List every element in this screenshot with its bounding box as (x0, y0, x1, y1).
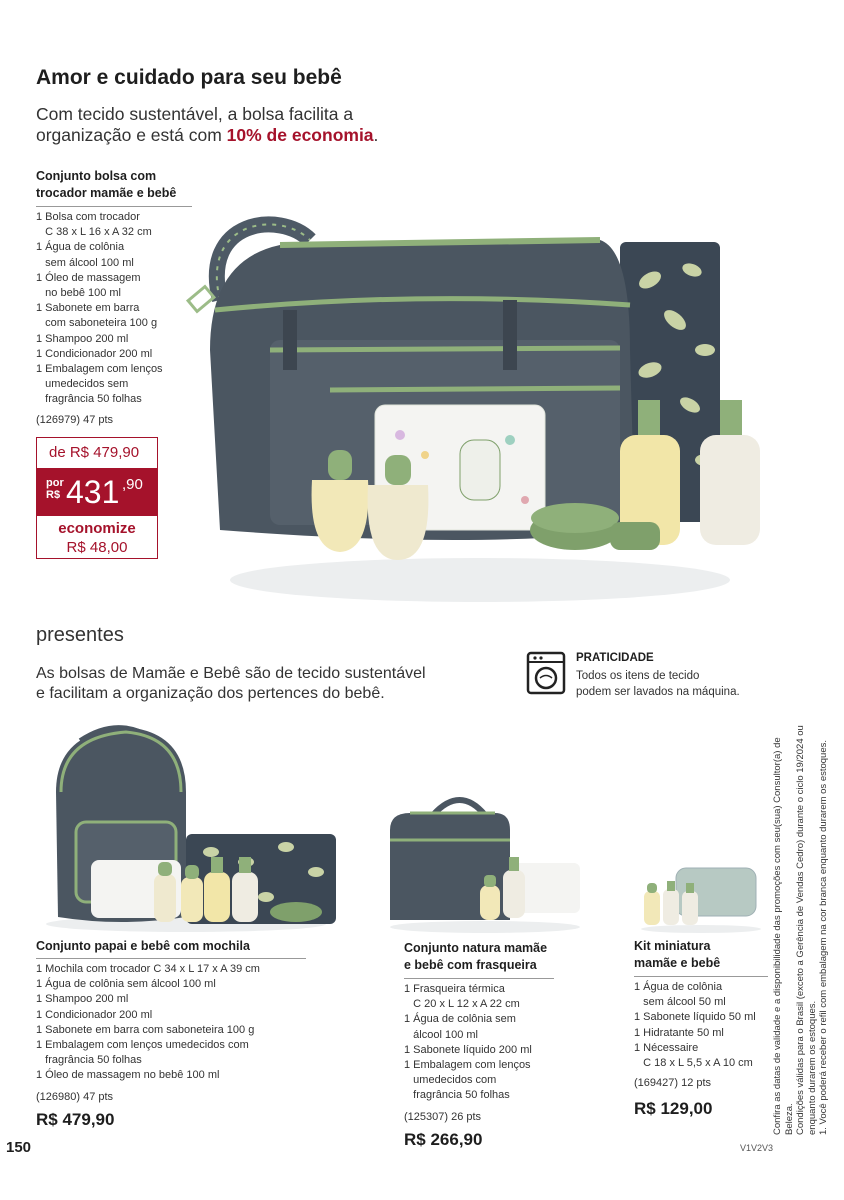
product-2-title-line-2: e bebê com frasqueira (404, 958, 537, 972)
backpack-set-image (36, 712, 346, 934)
item-line: umedecidos com (404, 1074, 497, 1087)
version-code: V1V2V3 (740, 1143, 774, 1153)
item-line: fragrância 50 folhas (404, 1089, 510, 1102)
item-line: 1 Óleo de massagem (36, 271, 141, 284)
product-2-title-line-1: Conjunto natura mamãe (404, 941, 548, 955)
product-2-title (404, 940, 547, 974)
item-line: fragrância 50 folhas (36, 393, 142, 406)
product-2-price: R$ 266,90 (404, 1130, 483, 1149)
item-line: fragrância 50 folhas (36, 1054, 142, 1067)
side-legal-note (772, 715, 830, 1135)
item-line: C 20 x L 12 x A 22 cm (404, 998, 520, 1011)
praticidade-line-1: Todos os itens de tecido (576, 670, 700, 682)
item-line: sem álcool 100 ml (36, 256, 134, 269)
item-line: 1 Hidratante 50 ml (634, 1026, 724, 1039)
page-number: 150 (6, 1139, 32, 1156)
old-price-box (36, 437, 158, 469)
item-line: 1 Embalagem com lenços (404, 1059, 531, 1072)
title-divider (36, 206, 192, 207)
item-line: 1 Frasqueira térmica (404, 983, 505, 995)
item-line: umedecidos sem (36, 378, 129, 391)
item-line: 1 Sabonete líquido 50 ml (634, 1011, 756, 1024)
item-line: 1 Mochila com trocador C 34 x L 17 x A 39 cm (36, 963, 260, 975)
item-line: 1 Nécessaire (634, 1041, 699, 1054)
item-line: 1 Água de colônia sem (404, 1013, 516, 1026)
product-3-divider (634, 976, 768, 977)
product-3-code: (169427) 12 pts (634, 1077, 712, 1089)
product-3-price: R$ 129,00 (634, 1099, 713, 1118)
praticidade-text (576, 668, 776, 700)
intro-line-2 (36, 125, 456, 146)
product-1-price: R$ 479,90 (36, 1110, 115, 1129)
intro-line-2-pre: organização e está com (36, 125, 227, 145)
intro-highlight: 10% de economia (226, 125, 374, 145)
item-line: 1 Shampoo 200 ml (36, 993, 129, 1006)
item-line: 1 Embalagem com lenços (36, 363, 163, 376)
item-line: 1 Condicionador 200 ml (36, 1008, 153, 1021)
item-line: C 38 x L 16 x A 32 cm (36, 226, 152, 239)
main-product-title-line-2: trocador mamãe e bebê (36, 186, 177, 200)
intro-line-1: Com tecido sustentável, a bolsa facilita a (36, 104, 354, 124)
new-price-box (36, 469, 158, 515)
presentes-intro-line-2: e facilitam a organização dos pertences do bebê. (36, 685, 385, 702)
product-2-items (404, 982, 532, 1104)
item-line: 1 Água de colônia (36, 241, 125, 254)
side-note-2: Condições válidas para o Brasil (exceto a Gerência de Vendas Cedro) durante o ciclo 19/2024 ou enquanto durarem os estoques. (795, 725, 818, 1135)
rs-label: R$ (46, 489, 61, 501)
por-label: por (46, 477, 64, 489)
economize-label: economize (58, 520, 136, 537)
item-line: sem álcool 50 ml (634, 996, 726, 1009)
product-2-code: (125307) 26 pts (404, 1111, 482, 1123)
main-product-title (36, 168, 176, 202)
item-line: C 18 x L 5,5 x A 10 cm (634, 1057, 753, 1070)
item-line: 1 Shampoo 200 ml (36, 332, 129, 345)
main-product-image (180, 200, 780, 610)
item-line: 1 Bolsa com trocador (36, 211, 140, 223)
product-3-items (634, 980, 756, 1071)
washing-machine-icon (526, 651, 566, 695)
presentes-intro (36, 664, 506, 704)
product-1-items (36, 962, 260, 1084)
product-3-title-line-1: Kit miniatura (634, 939, 711, 953)
page-title: Amor e cuidado para seu bebê (36, 66, 342, 89)
intro-text (36, 104, 456, 146)
side-note-1: Confira as datas de validade e a disponibilidade das promoções com seu(sua) Consultor(a) de Beleza. (772, 737, 795, 1135)
economize-box (36, 515, 158, 559)
item-line: 1 Sabonete líquido 200 ml (404, 1043, 532, 1056)
product-3-title-line-2: mamãe e bebê (634, 956, 721, 970)
cooler-set-image (385, 785, 585, 935)
item-line: 1 Óleo de massagem no bebê 100 ml (36, 1069, 220, 1082)
item-line: 1 Embalagem com lenços umedecidos com (36, 1039, 249, 1052)
praticidade-line-2: podem ser lavados na máquina. (576, 686, 740, 698)
product-2-divider (404, 978, 554, 979)
main-product-title-line-1: Conjunto bolsa com (36, 169, 157, 183)
item-line: 1 Água de colônia sem álcool 100 ml (36, 978, 216, 991)
product-1-divider (36, 958, 306, 959)
item-line: com saboneteira 100 g (36, 317, 158, 330)
item-line: 1 Água de colônia (634, 981, 723, 993)
presentes-intro-line-1: As bolsas de Mamãe e Bebê são de tecido sustentável (36, 665, 426, 682)
praticidade-title: PRATICIDADE (576, 652, 654, 664)
new-price-int: 431 (66, 474, 120, 510)
mini-kit-image (636, 853, 766, 935)
item-line: 1 Sabonete em barra com saboneteira 100 g (36, 1023, 255, 1036)
side-note-3: 1. Você poderá receber o refil com embalagem na cor branca enquanto durarem os estoques. (818, 739, 829, 1135)
product-1-title: Conjunto papai e bebê com mochila (36, 939, 250, 953)
main-product-items (36, 210, 163, 408)
item-line: álcool 100 ml (404, 1028, 478, 1041)
old-price: de R$ 479,90 (49, 444, 140, 461)
main-product-code: (126979) 47 pts (36, 414, 114, 426)
section-title-presentes: presentes (36, 624, 124, 646)
economize-value: R$ 48,00 (66, 539, 128, 556)
product-1-code: (126980) 47 pts (36, 1091, 114, 1103)
product-3-title (634, 938, 720, 972)
item-line: 1 Condicionador 200 ml (36, 347, 153, 360)
item-line: 1 Sabonete em barra (36, 302, 140, 315)
intro-line-2-post: . (373, 125, 379, 145)
item-line: no bebê 100 ml (36, 287, 122, 300)
new-price-cents: ,90 (122, 476, 143, 493)
